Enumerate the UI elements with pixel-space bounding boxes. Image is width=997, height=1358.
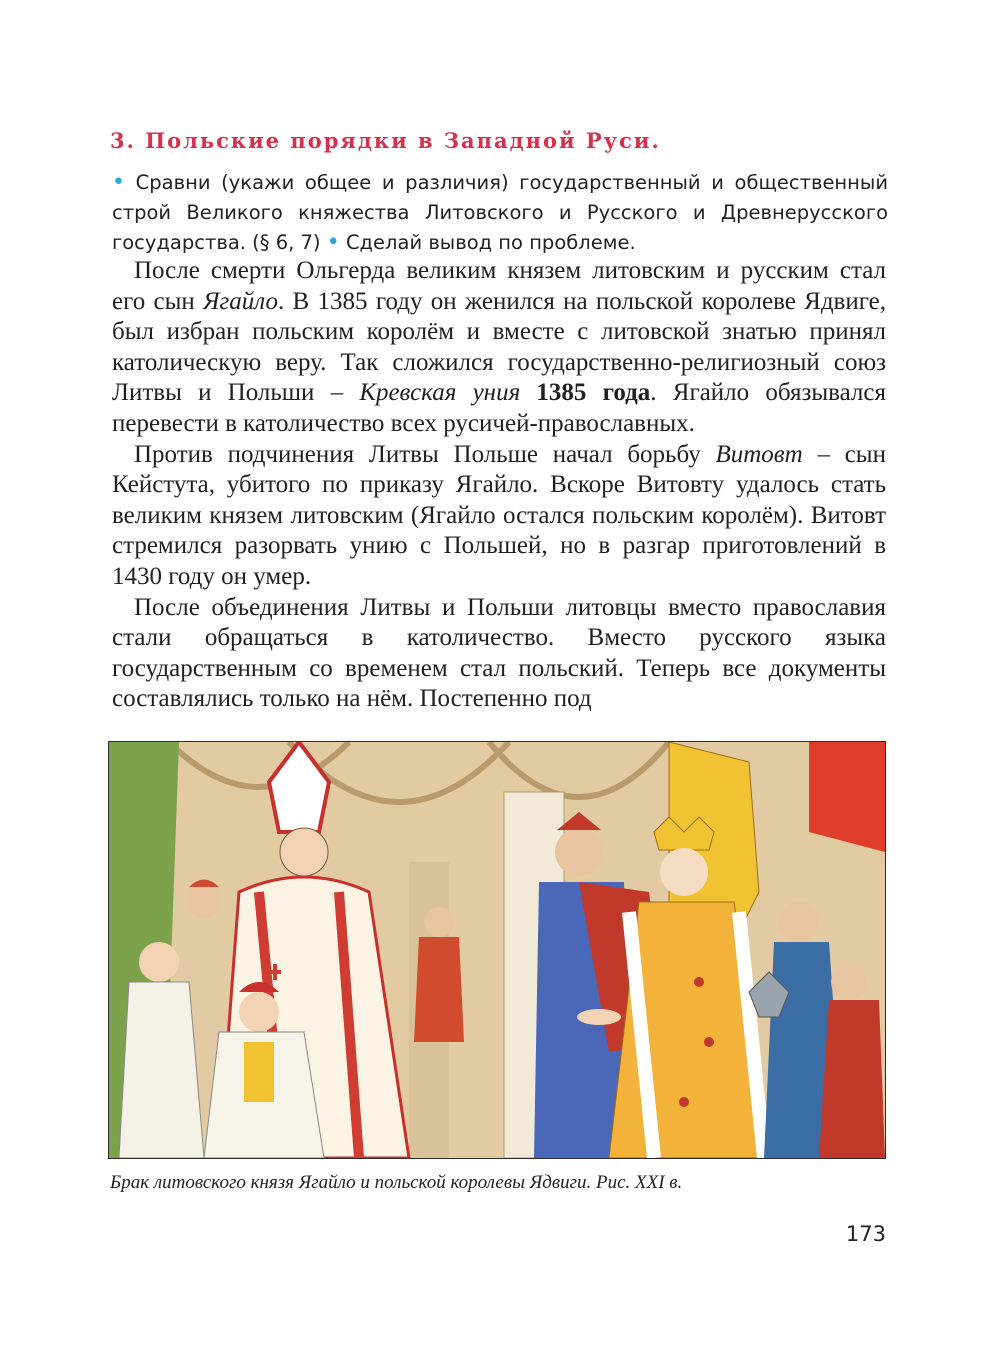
paragraph-text: После смерти Ольгерда великим князем литовским и русским стал его сын — [112, 257, 886, 315]
date-1385: 1385 года — [536, 379, 651, 407]
paragraph-text: . Ягайло обязывался перевести в католичество всех русичей-православных. — [112, 379, 886, 437]
figure-caption: Брак литовского князя Ягайло и польской королевы Ядвиги. Рис. XXI в. — [110, 1172, 683, 1193]
paragraph-2 — [112, 440, 886, 593]
paragraph-text: Против подчинения Литвы Польше начал борьбу — [134, 440, 716, 468]
term-jagiello: Ягайло — [203, 287, 278, 315]
term-krevo-union: Кревская уния — [359, 379, 521, 407]
body-text — [112, 256, 886, 715]
section-heading: 3. Польские порядки в Западной Руси. — [110, 128, 661, 153]
task-block — [112, 168, 888, 258]
bullet-icon: • — [326, 230, 340, 255]
wedding-illustration — [108, 741, 886, 1159]
term-vytautas: Витовт — [715, 440, 803, 468]
task-conclusion: Сделай вывод по проблеме. — [345, 231, 636, 254]
page-number: 173 — [845, 1222, 886, 1246]
task-text: Сравни (укажи общее и различия) государственный и общественный строй Великого княжества Литовского и Русского и Древнерусского государства. (§ 6, 7) — [112, 171, 889, 254]
bullet-icon: • — [112, 170, 125, 195]
illustration-image — [109, 742, 885, 1158]
paragraph-text: . В 1385 году он женился на польской королеве Ядвиге, был избран польским королём и вместе с литовской знатью принял католическую веру. Так сложился государственно-религиозный союз Литвы и Польши – — [112, 287, 886, 407]
paragraph-1 — [112, 256, 886, 440]
paragraph-3: После объединения Литвы и Польши литовцы вместо православия стали обращаться в католичество. Вместо русского языка государственным со временем стал польский. Теперь все документы составлялись только на нём. Постепенно под — [112, 593, 886, 713]
paragraph-text: – сын Кейстута, убитого по приказу Ягайло. Вскоре Витовту удалось стать великим князем литовским (Ягайло остался польским королём). Витовт стремился разорвать унию с Польшей, но в разгар приготовлений в 1430 году он умер. — [112, 440, 886, 590]
